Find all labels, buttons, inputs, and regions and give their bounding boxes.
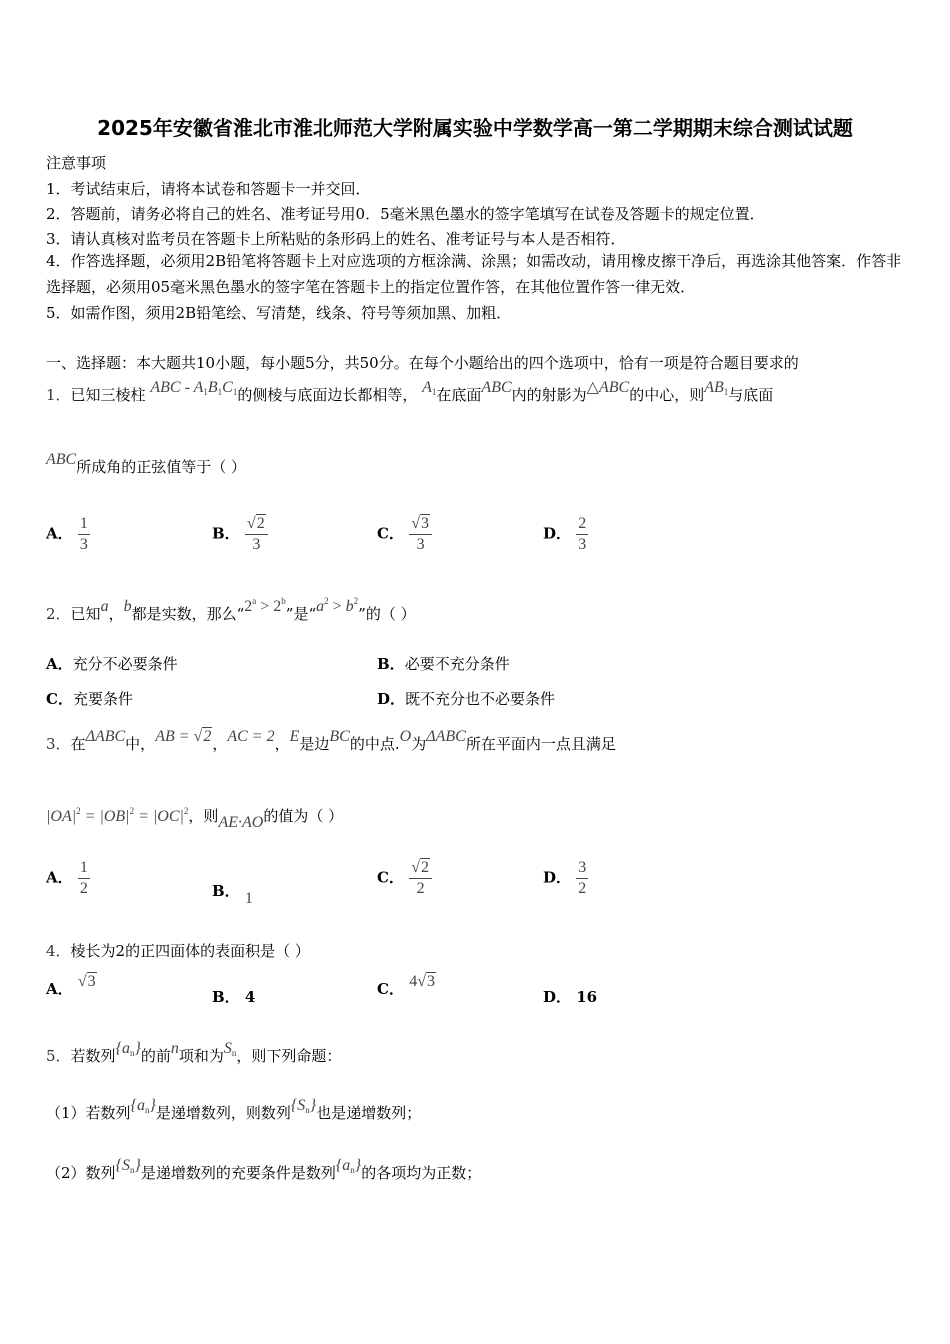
segment-ab1: $AB_1$ bbox=[704, 379, 729, 397]
q1-option-c[interactable]: C． $\frac{√3}{3}$ bbox=[377, 514, 432, 555]
question-2: 2．已知a，b都是实数，那么“$2^a > 2^b$”是“$a^2 > b^2$”的（ ） bbox=[46, 596, 416, 623]
q4-option-b[interactable]: B． 4 bbox=[212, 988, 256, 1006]
notes-heading: 注意事项 bbox=[46, 154, 107, 172]
point-a1: $A_1$ bbox=[422, 379, 437, 397]
q3-option-b[interactable]: B． 1 bbox=[212, 882, 253, 907]
question-5: 5．若数列$\{a_n\}$的前n项和为$S_n$，则下列命题： bbox=[46, 1040, 342, 1065]
question-3-cont: $|OA|^2 = |OB|^2 = |OC|^2$，则AE·AO的值为（ ） bbox=[46, 806, 344, 831]
q3-option-d[interactable]: D． $\frac{3}{2}$ bbox=[543, 859, 587, 897]
q4-option-a[interactable]: A． √3 bbox=[46, 973, 96, 998]
q4-option-d[interactable]: D． 16 bbox=[543, 988, 598, 1006]
q5-proposition-2: （2）数列$\{S_n\}$是递增数列的充要条件是数列$\{a_n\}$的各项均为正数； bbox=[46, 1157, 482, 1182]
q4-option-c[interactable]: C． 4√3 bbox=[377, 973, 435, 998]
square-inequality: $a^2 > b^2$ bbox=[316, 596, 359, 615]
q1-option-d[interactable]: D． $\frac{2}{3}$ bbox=[543, 515, 587, 553]
q5-proposition-1: （1）若数列$\{a_n\}$是递增数列，则数列$\{S_n\}$也是递增数列； bbox=[46, 1097, 422, 1122]
note-item: 1．考试结束后，请将本试卷和答题卡一并交回． bbox=[46, 180, 371, 198]
note-item: 3．请认真核对监考员在答题卡上所粘贴的条形码上的姓名、准考证号与本人是否相符． bbox=[46, 230, 626, 248]
note-item: 4．作答选择题，必须用2B铅笔将答题卡上对应选项的方框涂满、涂黑；如需改动，请用橡皮擦干净后，再选涂其他答案．作答非选择题，必须用05毫米黑色墨水的签字笔在答题卡上的指定位置作答，在其他位置作答一律无效． bbox=[46, 252, 902, 296]
q3-option-c[interactable]: C． $\frac{√2}{2}$ bbox=[377, 858, 432, 899]
vector-equation: $|OA|^2 = |OB|^2 = |OC|^2$ bbox=[46, 806, 189, 825]
note-item: 2．答题前，请务必将自己的姓名、准考证号用0．5毫米黑色墨水的签字笔填写在试卷及答题卡的规定位置． bbox=[46, 205, 765, 223]
note-item: 5．如需作图，须用2B铅笔绘、写清楚，线条、符号等须加黑、加粗． bbox=[46, 304, 512, 322]
exp-inequality: $2^a > 2^b$ bbox=[244, 596, 286, 615]
page-title: 2025年安徽省淮北市淮北师范大学附属实验中学数学高一第二学期期末综合测试试题 bbox=[97, 116, 853, 140]
q1-option-a[interactable]: A． $\frac{1}{3}$ bbox=[46, 515, 88, 553]
q1-option-b[interactable]: B． $\frac{√2}{3}$ bbox=[212, 514, 268, 555]
question-4: 4．棱长为2的正四面体的表面积是（ ） bbox=[46, 942, 310, 960]
q2-option-b[interactable]: B．必要不充分条件 bbox=[377, 655, 510, 673]
question-3: 3．在ΔABC中，AB = √2，AC = 2，E是边BC的中点.O为ΔABC所在平面内一点且满足 bbox=[46, 728, 616, 753]
question-1: 1．已知三棱柱 ABC - $A_1B_1C_1$的侧棱与底面边长都相等， $A_1$在底面ABC内的射影为△ABC的中心，则$AB_1$与底面 bbox=[46, 379, 774, 404]
ab-length: AB = √2 bbox=[155, 728, 212, 745]
section-heading: 一、选择题：本大题共10小题，每小题5分，共50分。在每个小题给出的四个选项中，恰有一项是符合题目要求的 bbox=[46, 354, 799, 372]
q2-option-a[interactable]: A．充分不必要条件 bbox=[46, 655, 178, 673]
q3-option-a[interactable]: A． $\frac{1}{2}$ bbox=[46, 859, 88, 897]
q2-option-d[interactable]: D．既不充分也不必要条件 bbox=[377, 690, 556, 708]
prism-formula: ABC - $A_1B_1C_1$ bbox=[150, 379, 238, 397]
question-1-cont: ABC所成角的正弦值等于（ ） bbox=[46, 451, 246, 476]
q2-option-c[interactable]: C．充要条件 bbox=[46, 690, 133, 708]
